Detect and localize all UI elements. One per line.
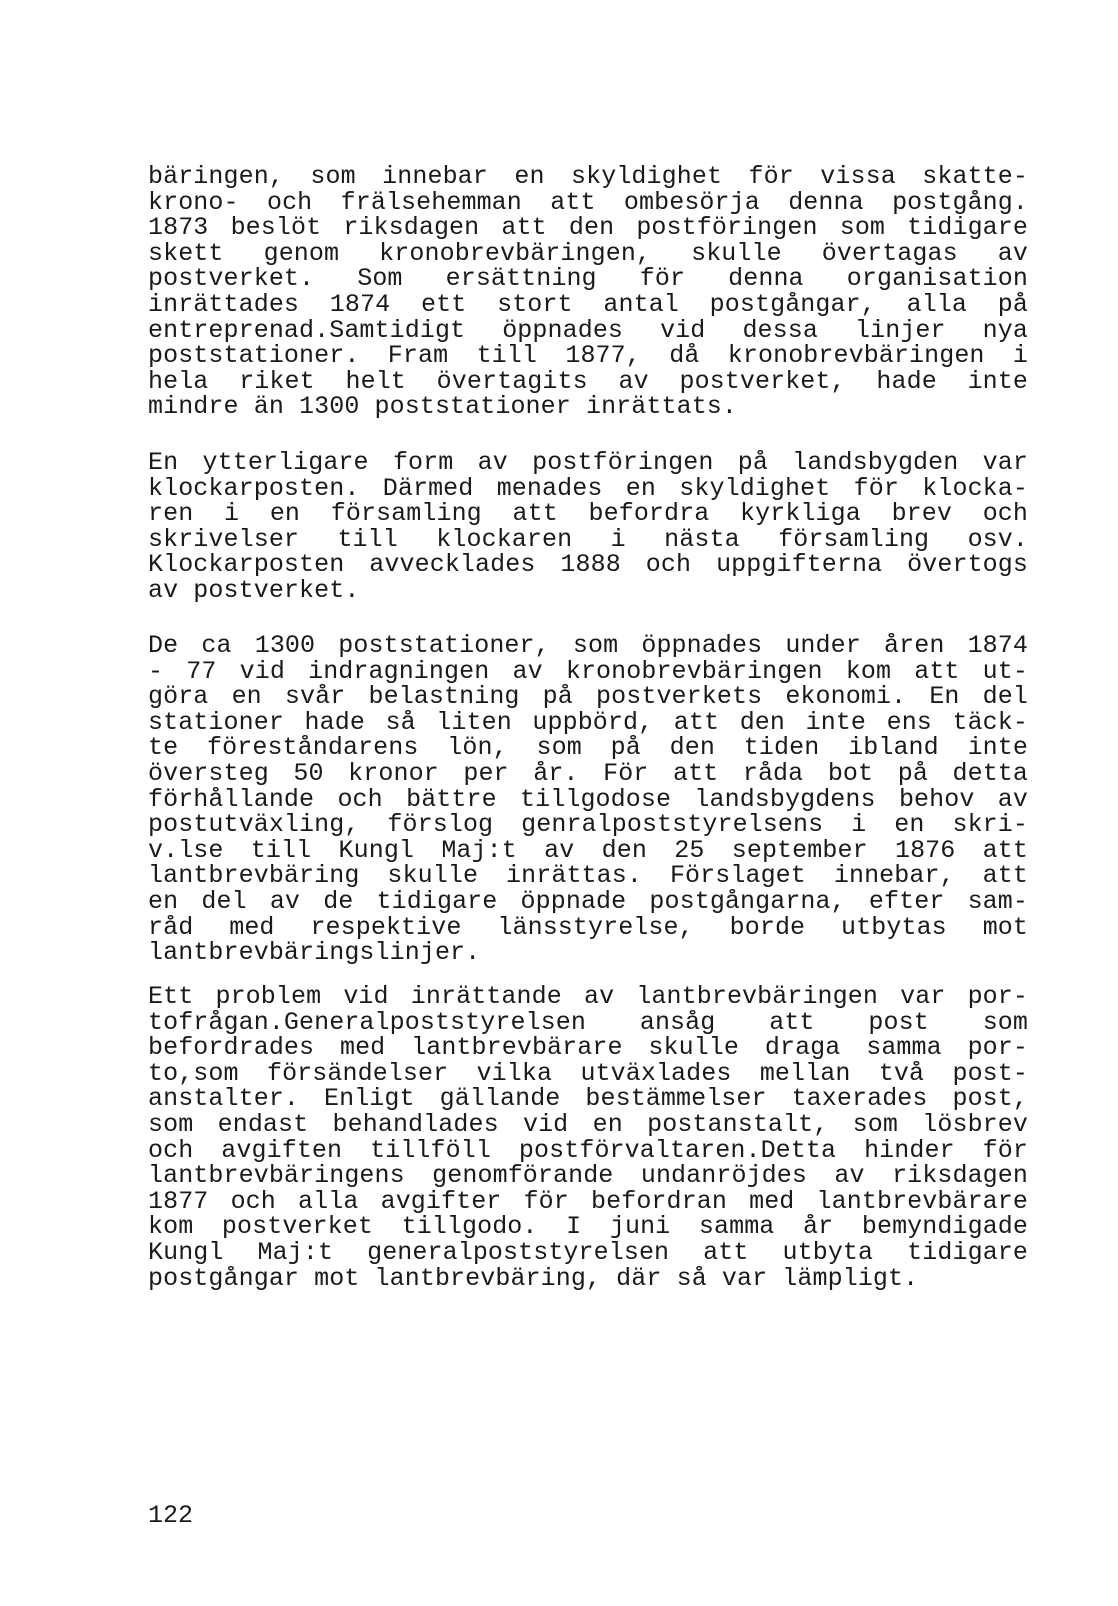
text-line: skrivelser till klockaren i nästa församling osv. <box>148 524 1028 554</box>
text-line: tofrågan.Generalpoststyrelsen ansåg att post som <box>148 1007 1028 1037</box>
text-line: ren i en församling att befordra kyrkliga brev och <box>148 499 1028 529</box>
text-line: Ett problem vid inrättande av lantbrevbäringen var por- <box>148 982 1028 1011</box>
text-line: postgångar mot lantbrevbäring, där så var lämpligt. <box>148 1263 919 1293</box>
paragraph-4 <box>148 984 1028 1291</box>
text-line: De ca 1300 poststationer, som öppnades under åren 1874 <box>148 631 1028 660</box>
text-line: lantbrevbäringens genomförande undanröjdes av riksdagen <box>148 1161 1028 1191</box>
text-line: klockarposten. Därmed menades en skyldighet för klocka- <box>148 473 1028 503</box>
text-line: en del av de tidigare öppnade postgångarna, efter sam- <box>148 886 1028 916</box>
paragraph-2 <box>148 450 1028 604</box>
text-line: kom postverket tillgodo. I juni samma år bemyndigade <box>148 1212 1028 1242</box>
text-line: to,som försändelser vilka utväxlades mellan två post- <box>148 1058 1028 1088</box>
text-line: Klockarposten avvecklades 1888 och uppgifterna övertogs <box>148 550 1028 580</box>
text-line: inrättades 1874 ett stort antal postgångar, alla på <box>148 289 1028 319</box>
text-line: krono- och frälsehemman att ombesörja denna postgång. <box>148 187 1028 217</box>
text-line: Kungl Maj:t generalpoststyrelsen att utbyta tidigare <box>148 1237 1028 1267</box>
text-line: postutväxling, förslog genralpoststyrelsens i en skri- <box>148 810 1028 840</box>
text-line: skett genom kronobrevbäringen, skulle övertagas av <box>148 238 1028 268</box>
text-line: lantbrevbäringslinjer. <box>148 938 481 968</box>
text-line: av postverket. <box>148 575 360 605</box>
text-line: postverket. Som ersättning för denna organisation <box>148 264 1028 294</box>
text-line: göra en svår belastning på postverkets ekonomi. En del <box>148 682 1028 712</box>
text-line: översteg 50 kronor per år. För att råda bot på detta <box>148 758 1028 788</box>
text-line: te föreståndarens lön, som på den tiden ibland inte <box>148 733 1028 763</box>
text-line: mindre än 1300 poststationer inrättats. <box>148 392 737 422</box>
text-line: bäringen, som innebar en skyldighet för vissa skatte- <box>148 162 1028 191</box>
text-line: som endast behandlades vid en postanstalt, som lösbrev <box>148 1109 1028 1139</box>
paragraph-3 <box>148 633 1028 966</box>
text-line: En ytterligare form av postföringen på landsbygden var <box>148 448 1028 477</box>
text-line: förhållande och bättre tillgodose landsbygdens behov av <box>148 784 1028 814</box>
text-line: hela riket helt övertagits av postverket, hade inte <box>148 366 1028 396</box>
text-line: råd med respektive länsstyrelse, borde utbytas mot <box>148 912 1028 942</box>
page-number: 122 <box>148 1501 194 1530</box>
text-line: stationer hade så liten uppbörd, att den inte ens täck- <box>148 707 1028 737</box>
text-line: anstalter. Enligt gällande bestämmelser taxerades post, <box>148 1084 1028 1114</box>
text-line: v.lse till Kungl Maj:t av den 25 september 1876 att <box>148 835 1028 865</box>
text-line: entreprenad.Samtidigt öppnades vid dessa linjer nya <box>148 315 1028 345</box>
text-line: 1877 och alla avgifter för befordran med lantbrevbärare <box>148 1186 1028 1216</box>
text-line: lantbrevbäring skulle inrättas. Förslaget innebar, att <box>148 861 1028 891</box>
text-line: poststationer. Fram till 1877, då kronobrevbäringen i <box>148 341 1028 371</box>
paragraph-1 <box>148 164 1028 420</box>
text-line: befordrades med lantbrevbärare skulle draga samma por- <box>148 1033 1028 1063</box>
text-line: - 77 vid indragningen av kronobrevbäringen kom att ut- <box>148 656 1028 686</box>
text-line: och avgiften tillföll postförvaltaren.Detta hinder för <box>148 1135 1028 1165</box>
text-line: 1873 beslöt riksdagen att den postföringen som tidigare <box>148 213 1028 243</box>
